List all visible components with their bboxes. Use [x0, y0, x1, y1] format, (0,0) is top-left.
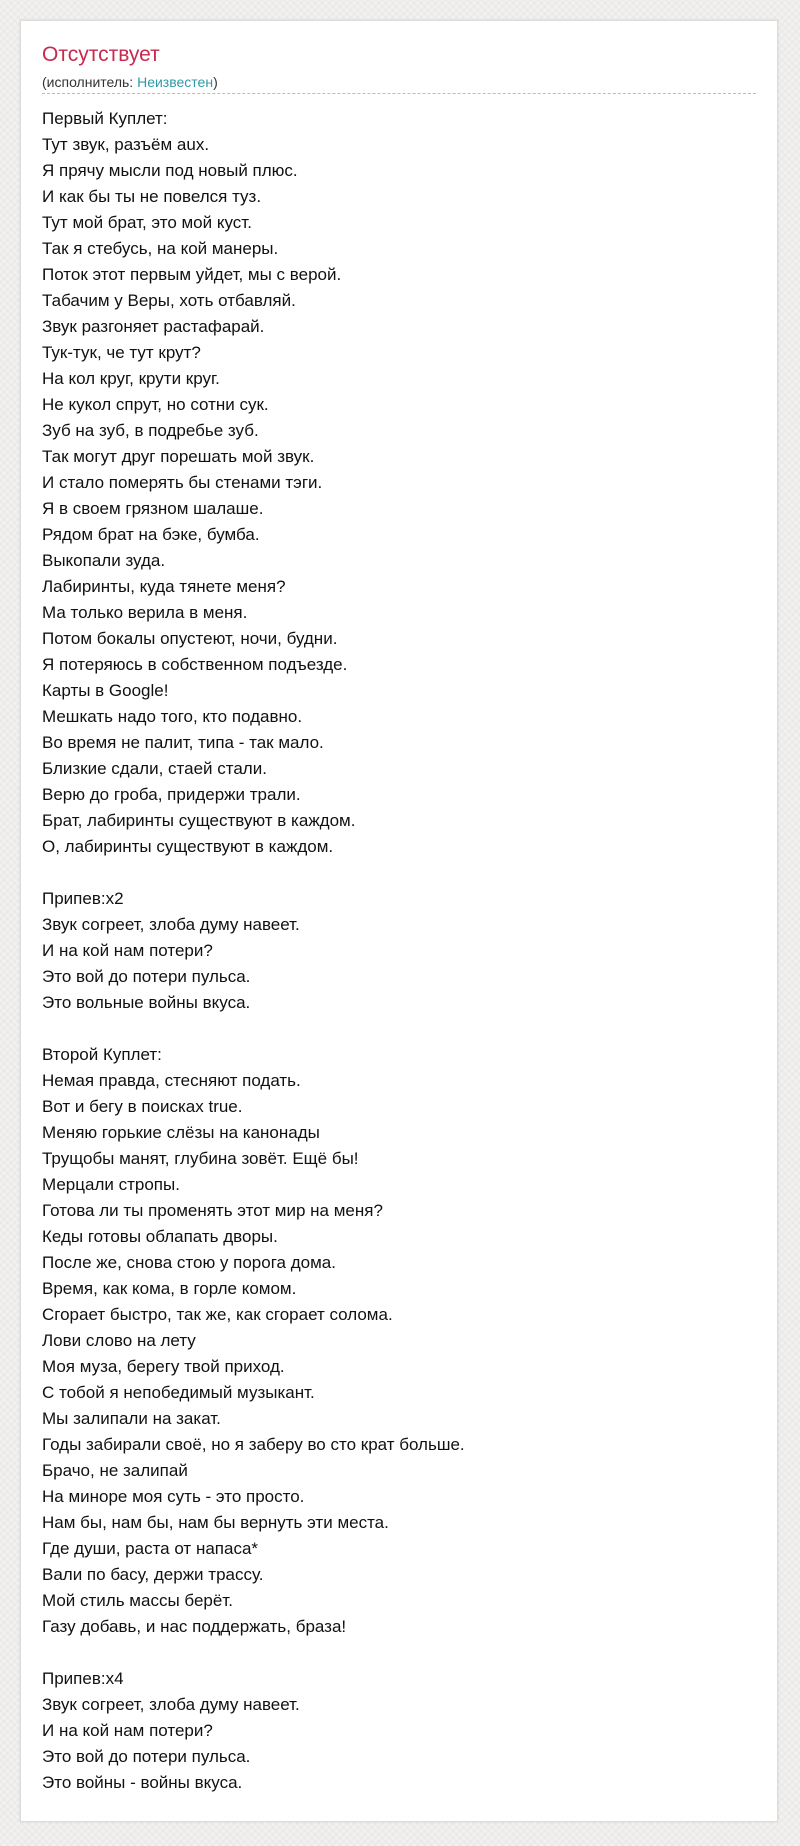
lyric-line: Кеды готовы облапать дворы.: [42, 1227, 278, 1246]
lyric-line: На кол круг, крути круг.: [42, 369, 220, 388]
song-title: Отсутствует: [42, 43, 160, 66]
lyric-line: Тут звук, разъём aux.: [42, 135, 210, 154]
lyric-line: Лови слово на лету: [42, 1331, 196, 1350]
lyric-line: Зуб на зуб, в подребье зуб.: [42, 421, 259, 440]
lyric-line: Это вой до потери пульса.: [42, 967, 251, 986]
lyric-line: Мы залипали на закат.: [42, 1409, 221, 1428]
lyric-line: Припев:x4: [42, 1669, 124, 1688]
lyric-line: Звук согреет, злоба думу навеет.: [42, 915, 300, 934]
lyric-line: И на кой нам потери?: [42, 1721, 213, 1740]
lyric-line: И стало померять бы стенами тэги.: [42, 473, 323, 492]
title-divider: [42, 93, 756, 94]
lyric-line: Мерцали стропы.: [42, 1175, 180, 1194]
stanza-gap: [42, 860, 742, 886]
lyric-line: Готова ли ты променять этот мир на меня?: [42, 1201, 383, 1220]
stanza-gap: [42, 1016, 742, 1042]
lyric-line: Лабиринты, куда тянете меня?: [42, 577, 286, 596]
artist-link[interactable]: Неизвестен: [137, 74, 214, 90]
lyric-line: Я прячу мысли под новый плюс.: [42, 161, 298, 180]
lyrics-text: [42, 106, 742, 1796]
lyric-line: Мой стиль массы берёт.: [42, 1591, 233, 1610]
artist-line: [42, 73, 218, 91]
lyric-line: Годы забирали своё, но я заберу во сто крат больше.: [42, 1435, 465, 1454]
lyric-line: Первый Куплет:: [42, 109, 168, 128]
lyric-line: И на кой нам потери?: [42, 941, 213, 960]
lyric-line: Вот и бегу в поисках true.: [42, 1097, 243, 1116]
lyric-line: Это вой до потери пульса.: [42, 1747, 251, 1766]
lyric-line: Во время не палит, типа - так мало.: [42, 733, 324, 752]
lyric-line: Припев:x2: [42, 889, 124, 908]
lyric-line: Вали по басу, держи трассу.: [42, 1565, 264, 1584]
lyric-line: Потом бокалы опустеют, ночи, будни.: [42, 629, 338, 648]
lyric-line: Тук-тук, че тут крут?: [42, 343, 201, 362]
lyric-line: Это вольные войны вкуса.: [42, 993, 251, 1012]
lyric-line: Карты в Google!: [42, 681, 169, 700]
lyric-line: Звук согреет, злоба думу навеет.: [42, 1695, 300, 1714]
lyric-line: Рядом брат на бэке, бумба.: [42, 525, 260, 544]
lyric-line: Меняю горькие слёзы на канонады: [42, 1123, 320, 1142]
lyric-line: Второй Куплет:: [42, 1045, 162, 1064]
lyric-line: Выкопали зуда.: [42, 551, 166, 570]
lyric-line: Верю до гроба, придержи трали.: [42, 785, 301, 804]
lyric-line: Брат, лабиринты существуют в каждом.: [42, 811, 356, 830]
lyric-line: Я потеряюсь в собственном подъезде.: [42, 655, 348, 674]
lyric-line: С тобой я непобедимый музыкант.: [42, 1383, 315, 1402]
lyric-line: Где души, раста от напаса*: [42, 1539, 259, 1558]
lyric-line: Брачо, не залипай: [42, 1461, 188, 1480]
lyric-line: О, лабиринты существуют в каждом.: [42, 837, 334, 856]
lyric-line: Мешкать надо того, кто подавно.: [42, 707, 303, 726]
lyric-line: Трущобы манят, глубина зовёт. Ещё бы!: [42, 1149, 359, 1168]
lyric-line: Поток этот первым уйдет, мы с верой.: [42, 265, 342, 284]
lyric-line: Близкие сдали, стаей стали.: [42, 759, 267, 778]
lyric-line: Время, как кома, в горле комом.: [42, 1279, 297, 1298]
lyric-line: Газу добавь, и нас поддержать, браза!: [42, 1617, 347, 1636]
lyrics-card: [20, 20, 778, 1822]
lyric-line: Не кукол спрут, но сотни сук.: [42, 395, 269, 414]
lyric-line: Звук разгоняет растафарай.: [42, 317, 265, 336]
lyric-line: Так могут друг порешать мой звук.: [42, 447, 315, 466]
lyric-line: Это войны - войны вкуса.: [42, 1773, 243, 1792]
lyric-line: Сгорает быстро, так же, как сгорает солома.: [42, 1305, 393, 1324]
artist-prefix: (исполнитель:: [42, 74, 138, 90]
stanza-gap: [42, 1640, 742, 1666]
lyric-line: Я в своем грязном шалаше.: [42, 499, 264, 518]
artist-suffix: ): [213, 74, 218, 90]
lyric-line: И как бы ты не повелся туз.: [42, 187, 262, 206]
lyric-line: Табачим у Веры, хоть отбавляй.: [42, 291, 296, 310]
lyric-line: На миноре моя суть - это просто.: [42, 1487, 305, 1506]
lyric-line: Моя муза, берегу твой приход.: [42, 1357, 285, 1376]
lyric-line: Так я стебусь, на кой манеры.: [42, 239, 279, 258]
lyric-line: После же, снова стою у порога дома.: [42, 1253, 336, 1272]
lyric-line: Немая правда, стесняют подать.: [42, 1071, 301, 1090]
lyric-line: Тут мой брат, это мой куст.: [42, 213, 252, 232]
lyric-line: Ма только верила в меня.: [42, 603, 248, 622]
lyric-line: Нам бы, нам бы, нам бы вернуть эти места.: [42, 1513, 389, 1532]
